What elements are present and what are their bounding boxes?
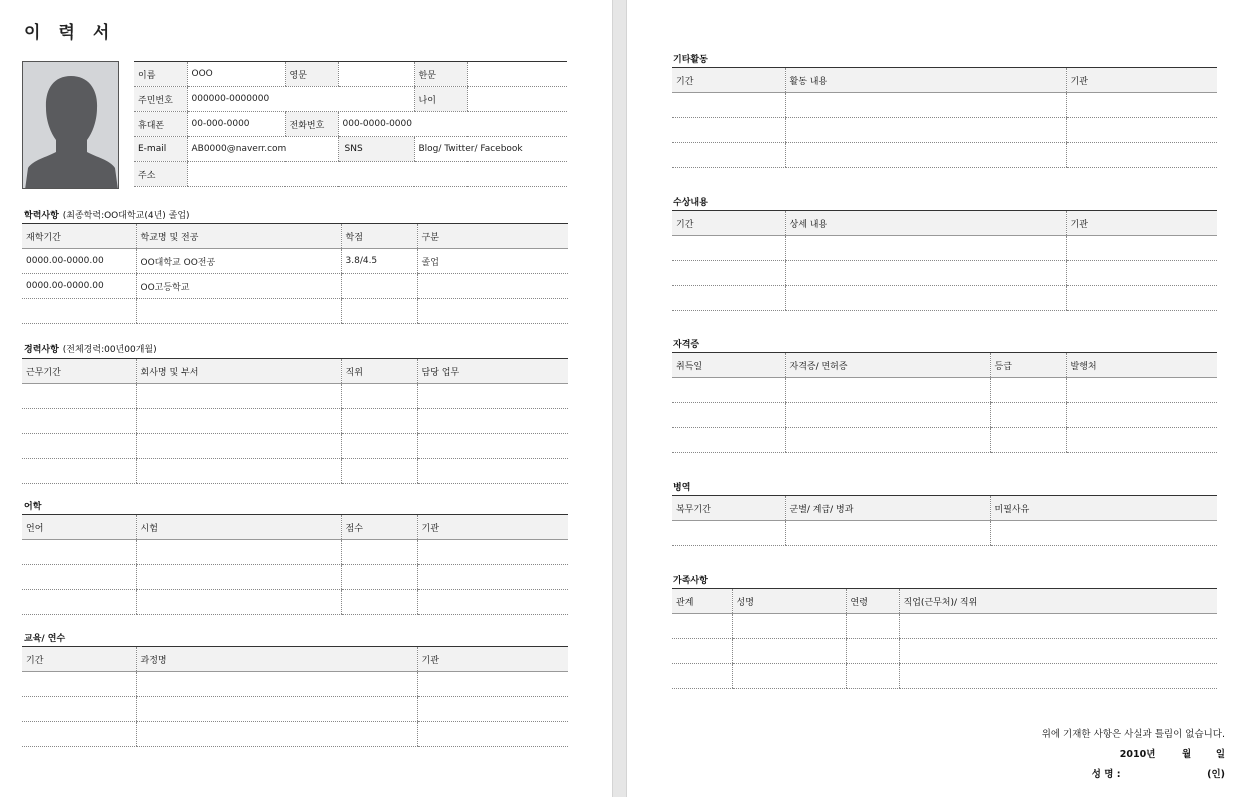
education-cell[interactable]: 0000.00-0000.00 xyxy=(22,274,136,299)
activities-cell[interactable] xyxy=(1066,118,1217,143)
career-cell[interactable] xyxy=(341,384,417,409)
certificates-cell[interactable] xyxy=(672,378,785,403)
activities-header-institution: 기관 xyxy=(1066,68,1217,93)
career-subtitle: (전체경력:00년00개월) xyxy=(62,345,157,355)
education-header-school: 학교명 및 전공 xyxy=(136,224,341,249)
education-section-title xyxy=(24,208,190,221)
awards-cell[interactable] xyxy=(785,286,1066,311)
table-row xyxy=(672,664,1217,689)
awards-table xyxy=(672,210,1217,311)
table-row xyxy=(672,614,1217,639)
family-cell[interactable] xyxy=(899,614,1217,639)
certificates-cell[interactable] xyxy=(1066,403,1217,428)
education-cell[interactable]: 0000.00-0000.00 xyxy=(22,249,136,274)
address-field[interactable] xyxy=(187,162,567,187)
education-cell[interactable]: OO고등학교 xyxy=(136,274,341,299)
training-header-period: 기간 xyxy=(22,647,136,672)
table-row xyxy=(672,428,1217,453)
training-cell[interactable] xyxy=(136,697,417,722)
certificates-cell[interactable] xyxy=(672,403,785,428)
page-gutter xyxy=(612,0,627,797)
person-silhouette-icon xyxy=(23,62,119,189)
training-cell[interactable] xyxy=(22,697,136,722)
title-char-3: 서 xyxy=(92,23,112,43)
table-row xyxy=(22,672,568,697)
language-header-test: 시험 xyxy=(136,515,341,540)
training-header-course: 과정명 xyxy=(136,647,417,672)
education-cell[interactable] xyxy=(341,274,417,299)
family-cell[interactable] xyxy=(732,614,846,639)
career-cell[interactable] xyxy=(417,384,568,409)
language-cell[interactable] xyxy=(417,565,568,590)
certificates-cell[interactable] xyxy=(990,428,1066,453)
career-header-duty: 담당 업무 xyxy=(417,359,568,384)
military-cell[interactable] xyxy=(672,521,785,546)
awards-title: 수상내용 xyxy=(673,198,708,208)
training-cell[interactable] xyxy=(136,722,417,747)
page-2 xyxy=(627,0,1246,797)
career-cell[interactable] xyxy=(417,409,568,434)
education-header-gpa: 학점 xyxy=(341,224,417,249)
family-cell[interactable] xyxy=(846,664,899,689)
military-title: 병역 xyxy=(673,483,691,493)
awards-header-period: 기간 xyxy=(672,211,785,236)
declaration-date xyxy=(1120,746,1225,760)
awards-cell[interactable] xyxy=(672,261,785,286)
rrn-label: 주민번호 xyxy=(134,87,187,112)
certificates-header-date: 취득일 xyxy=(672,353,785,378)
career-header-position: 직위 xyxy=(341,359,417,384)
certificates-cell[interactable] xyxy=(672,428,785,453)
table-row xyxy=(672,261,1217,286)
career-cell[interactable] xyxy=(417,434,568,459)
education-cell[interactable]: 3.8/4.5 xyxy=(341,249,417,274)
table-row xyxy=(22,409,568,434)
language-table xyxy=(22,514,568,615)
sns-label: SNS xyxy=(338,137,414,162)
table-row xyxy=(22,565,568,590)
document-title xyxy=(24,18,127,43)
education-cell[interactable] xyxy=(417,274,568,299)
certificates-header-issuer: 발행처 xyxy=(1066,353,1217,378)
activities-cell[interactable] xyxy=(785,118,1066,143)
activities-cell[interactable] xyxy=(672,143,785,168)
table-row xyxy=(22,540,568,565)
title-char-1: 이 xyxy=(24,23,43,43)
seal-mark: (인) xyxy=(1207,769,1225,780)
table-row xyxy=(22,590,568,615)
language-cell[interactable] xyxy=(22,565,136,590)
education-cell[interactable] xyxy=(22,299,136,324)
education-cell[interactable]: OO대학교 OO전공 xyxy=(136,249,341,274)
language-header-institution: 기관 xyxy=(417,515,568,540)
hanja-name-label: 한문 xyxy=(414,62,467,87)
training-cell[interactable] xyxy=(417,722,568,747)
table-row xyxy=(672,93,1217,118)
language-cell[interactable] xyxy=(22,590,136,615)
table-row xyxy=(22,434,568,459)
certificates-section-title xyxy=(673,337,699,350)
english-name-label: 영문 xyxy=(285,62,338,87)
table-row xyxy=(672,521,1217,546)
family-header-name: 성명 xyxy=(732,589,846,614)
activities-cell[interactable] xyxy=(785,143,1066,168)
military-cell[interactable] xyxy=(990,521,1217,546)
certificates-title: 자격증 xyxy=(673,340,700,350)
table-row xyxy=(672,286,1217,311)
family-table xyxy=(672,588,1217,689)
certificates-table xyxy=(672,352,1217,453)
activities-cell[interactable] xyxy=(785,93,1066,118)
career-cell[interactable] xyxy=(22,434,136,459)
military-table xyxy=(672,495,1217,546)
family-cell[interactable] xyxy=(899,639,1217,664)
family-header-relation: 관계 xyxy=(672,589,732,614)
family-cell[interactable] xyxy=(846,639,899,664)
career-title: 경력사항 xyxy=(24,345,59,355)
activities-table xyxy=(672,67,1217,168)
certificates-cell[interactable] xyxy=(990,378,1066,403)
career-cell[interactable] xyxy=(22,459,136,484)
education-title: 학력사항 xyxy=(24,211,59,221)
table-row xyxy=(672,143,1217,168)
table-row xyxy=(22,722,568,747)
table-row xyxy=(22,249,568,274)
signature-line xyxy=(1092,766,1225,780)
career-section-title xyxy=(24,342,157,355)
language-cell[interactable] xyxy=(341,540,417,565)
mobile-field[interactable]: 00-000-0000 xyxy=(187,112,285,137)
language-header-language: 언어 xyxy=(22,515,136,540)
military-header-exemption: 미필사유 xyxy=(990,496,1217,521)
date-day: 일 xyxy=(1215,749,1225,760)
address-label: 주소 xyxy=(134,162,187,187)
career-cell[interactable] xyxy=(341,409,417,434)
certificates-cell[interactable] xyxy=(1066,378,1217,403)
email-field[interactable]: AB0000@naverr.com xyxy=(187,137,338,162)
language-header-score: 점수 xyxy=(341,515,417,540)
table-row xyxy=(22,384,568,409)
table-row xyxy=(672,378,1217,403)
table-row xyxy=(672,236,1217,261)
language-cell[interactable] xyxy=(417,590,568,615)
activities-header-content: 활동 내용 xyxy=(785,68,1066,93)
military-header-period: 복무기간 xyxy=(672,496,785,521)
page-1 xyxy=(0,0,612,797)
language-cell[interactable] xyxy=(417,540,568,565)
email-label: E-mail xyxy=(134,137,187,162)
training-section-title xyxy=(24,631,65,644)
table-row xyxy=(672,639,1217,664)
activities-cell[interactable] xyxy=(672,118,785,143)
education-subtitle: (최종학력:OO대학교(4년) 졸업) xyxy=(62,211,190,221)
military-header-branch: 군별/ 계급/ 병과 xyxy=(785,496,990,521)
rrn-field[interactable]: 000000-0000000 xyxy=(187,87,414,112)
date-month: 월 xyxy=(1182,749,1192,760)
certificates-cell[interactable] xyxy=(785,403,990,428)
language-title: 어학 xyxy=(24,502,42,512)
career-cell[interactable] xyxy=(341,434,417,459)
awards-cell[interactable] xyxy=(785,261,1066,286)
language-cell[interactable] xyxy=(136,565,341,590)
table-row xyxy=(22,459,568,484)
certificates-header-name: 자격증/ 면허증 xyxy=(785,353,990,378)
family-cell[interactable] xyxy=(899,664,1217,689)
phone-field[interactable]: 000-0000-0000 xyxy=(338,112,567,137)
education-cell[interactable]: 졸업 xyxy=(417,249,568,274)
certificates-cell[interactable] xyxy=(785,428,990,453)
declaration-statement: 위에 기재한 사항은 사실과 틀림이 없습니다. xyxy=(1041,729,1225,740)
training-cell[interactable] xyxy=(417,672,568,697)
english-name-field[interactable] xyxy=(338,62,414,87)
career-header-period: 근무기간 xyxy=(22,359,136,384)
activities-section-title xyxy=(673,52,708,65)
career-cell[interactable] xyxy=(136,384,341,409)
table-row xyxy=(672,403,1217,428)
profile-photo xyxy=(22,61,119,189)
training-cell[interactable] xyxy=(136,672,417,697)
training-table xyxy=(22,646,568,747)
education-cell[interactable] xyxy=(341,299,417,324)
table-row xyxy=(22,299,568,324)
military-section-title xyxy=(673,480,690,493)
training-title: 교육/ 연수 xyxy=(24,634,66,644)
signature-label: 성 명 : xyxy=(1091,769,1121,780)
language-cell[interactable] xyxy=(341,590,417,615)
activities-title: 기타활동 xyxy=(673,55,708,65)
certificates-header-grade: 등급 xyxy=(990,353,1066,378)
hanja-name-field[interactable] xyxy=(467,62,567,87)
awards-cell[interactable] xyxy=(785,236,1066,261)
training-cell[interactable] xyxy=(22,672,136,697)
awards-cell[interactable] xyxy=(672,286,785,311)
family-cell[interactable] xyxy=(732,664,846,689)
education-cell[interactable] xyxy=(417,299,568,324)
activities-cell[interactable] xyxy=(1066,93,1217,118)
training-cell[interactable] xyxy=(417,697,568,722)
phone-label: 전화번호 xyxy=(285,112,338,137)
family-cell[interactable] xyxy=(732,639,846,664)
education-header-status: 구분 xyxy=(417,224,568,249)
awards-cell[interactable] xyxy=(1066,286,1217,311)
awards-section-title xyxy=(673,195,708,208)
language-cell[interactable] xyxy=(136,590,341,615)
career-cell[interactable] xyxy=(22,409,136,434)
certificates-cell[interactable] xyxy=(990,403,1066,428)
family-cell[interactable] xyxy=(846,614,899,639)
training-header-institution: 기관 xyxy=(417,647,568,672)
education-cell[interactable] xyxy=(136,299,341,324)
table-row xyxy=(672,118,1217,143)
name-label: 이름 xyxy=(134,62,187,87)
mobile-label: 휴대폰 xyxy=(134,112,187,137)
activities-cell[interactable] xyxy=(1066,143,1217,168)
training-cell[interactable] xyxy=(22,722,136,747)
table-row xyxy=(22,697,568,722)
date-year: 2010년 xyxy=(1119,749,1156,760)
age-field[interactable] xyxy=(467,87,567,112)
activities-header-period: 기간 xyxy=(672,68,785,93)
awards-cell[interactable] xyxy=(1066,236,1217,261)
personal-info-table xyxy=(134,61,567,187)
family-header-age: 연령 xyxy=(846,589,899,614)
family-title: 가족사항 xyxy=(673,576,708,586)
language-section-title xyxy=(24,499,41,512)
certificates-cell[interactable] xyxy=(1066,428,1217,453)
sns-field[interactable]: Blog/ Twitter/ Facebook xyxy=(414,137,567,162)
career-cell[interactable] xyxy=(22,384,136,409)
family-cell[interactable] xyxy=(672,664,732,689)
military-cell[interactable] xyxy=(785,521,990,546)
family-cell[interactable] xyxy=(672,639,732,664)
family-header-occupation: 직업(근무처)/ 직위 xyxy=(899,589,1217,614)
career-header-company: 회사명 및 부서 xyxy=(136,359,341,384)
awards-cell[interactable] xyxy=(1066,261,1217,286)
name-field[interactable]: OOO xyxy=(187,62,285,87)
family-cell[interactable] xyxy=(672,614,732,639)
awards-header-institution: 기관 xyxy=(1066,211,1217,236)
language-cell[interactable] xyxy=(136,540,341,565)
career-cell[interactable] xyxy=(417,459,568,484)
awards-cell[interactable] xyxy=(672,236,785,261)
language-cell[interactable] xyxy=(341,565,417,590)
education-header-period: 재학기간 xyxy=(22,224,136,249)
table-row xyxy=(22,274,568,299)
career-cell[interactable] xyxy=(136,434,341,459)
age-label: 나이 xyxy=(414,87,467,112)
career-cell[interactable] xyxy=(341,459,417,484)
activities-cell[interactable] xyxy=(672,93,785,118)
language-cell[interactable] xyxy=(22,540,136,565)
career-cell[interactable] xyxy=(136,459,341,484)
family-section-title xyxy=(673,573,708,586)
education-table xyxy=(22,223,568,324)
certificates-cell[interactable] xyxy=(785,378,990,403)
career-table xyxy=(22,358,568,484)
title-char-2: 력 xyxy=(58,23,77,43)
awards-header-detail: 상세 내용 xyxy=(785,211,1066,236)
career-cell[interactable] xyxy=(136,409,341,434)
